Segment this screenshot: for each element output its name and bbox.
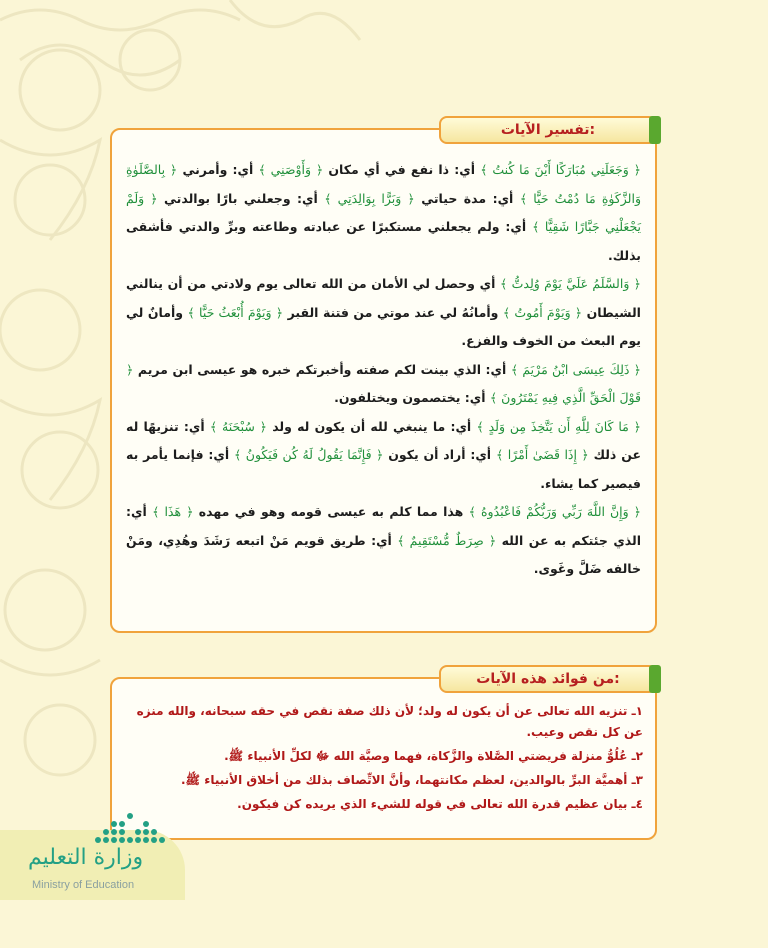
ayah: ﴿ بِالصَّلَوٰةِ وَالزَّكَوٰةِ مَا دُمْتُ حَيًّا ﴾ [126, 162, 641, 206]
tafsir-explanation: أي: وجعلني بارًا بوالدتي [157, 190, 325, 206]
ayah: ﴿ هَذَا ﴾ [152, 504, 194, 519]
ayah: ﴿ وَبَرًّا بِوَالِدَتِي ﴾ [324, 190, 415, 206]
ministry-dots-icon [88, 810, 178, 850]
tafsir-explanation: هذا مما كلم به عيسى قومه وهو في مهده [193, 504, 469, 519]
ayah: ﴿ وَلَمْ يَجْعَلْنِي جَبَّارًا شَقِيًّا ﴾ [126, 190, 641, 234]
benefits-title-tab [439, 665, 657, 693]
tafsir-explanation: أي: طريق قويم مَنْ اتبعه رَشَدَ وهُدِي، ومَنْ خالفه ضَلَّ وغَوى. [126, 532, 641, 576]
benefit-item: ٤ـ بيان عظيم قدرة الله تعالى في قوله للشيء الذي يريده كن فيكون. [237, 797, 643, 811]
tafsir-explanation: أي: ما ينبغي لله أن يكون له ولد [266, 418, 477, 434]
tafsir-title: تفسير الآيات: [500, 122, 596, 138]
logo-english-text: Ministry of Education [32, 879, 135, 891]
benefit-item: ١ـ تنزيه الله تعالى عن أن يكون له ولد؛ لأن ذلك صفة نقص في حقه سبحانه، والله منزه عن كل نقص وعيب. [136, 704, 643, 739]
tafsir-explanation: أي: يختصمون ويختلفون. [334, 390, 490, 405]
ayah: ﴿ فَإِنَّمَا يَقُولُ لَهُ كُن فَيَكُونُ ﴾ [233, 447, 384, 462]
tafsir-explanation: أي: ولم يجعلني مستكبرًا عن عبادته وطاعته وبرِّ والدتي فأشقى بذلك. [126, 219, 641, 263]
tafsir-title-tab [439, 116, 657, 144]
tafsir-explanation: أي وحصل لي الأمان من الله تعالى يوم ولادتي من أن ينالني الشيطان [126, 276, 641, 320]
ayah: ﴿ مَا كَانَ لِلَّهِ أَن يَتَّخِذَ مِن وَلَدٍ ﴾ [476, 418, 642, 434]
tafsir-explanation: أي: فإنما يأمر به فيصير كما يشاء. [126, 447, 641, 491]
tafsir-explanation: أي: الذي بينت لكم صفته وأخبرتكم خبره هو عيسى ابن مريم [133, 361, 511, 377]
title-accent-bar [649, 116, 661, 144]
tafsir-explanation: أي: ذا نفع في أي مكان [323, 162, 481, 177]
ayah: ﴿ ذَلِكَ عِيسَى ابْنُ مَرْيَمَ ﴾ [510, 361, 641, 377]
ayah: ﴿ وَإِنَّ اللَّهَ رَبِّي وَرَبُّكُمْ فَاعْبُدُوهُ ﴾ [468, 504, 641, 519]
tafsir-explanation: وأمانٌ لي يوم البعث من الخوف والفزع. [126, 304, 641, 348]
ayah: ﴿ وَيَوْمَ أَمُوتُ ﴾ [502, 304, 583, 320]
tafsir-explanation: أي: مدة حياتي [414, 190, 520, 206]
benefits-title: من فوائد هذه الآيات: [476, 671, 620, 687]
ayah: ﴿ وَالسَّلَمُ عَلَيَّ يَوْمَ وُلِدتُّ ﴾ [500, 276, 641, 291]
tafsir-explanation: أي: الذي جئتكم به عن الله [126, 504, 641, 548]
benefit-item: ٣ـ أهميَّة البرِّ بالوالدين، لعظم مكانتهما، وأنَّ الاتِّصاف بذلك من أخلاق الأنبياء ﷺ. [180, 773, 643, 787]
logo-arabic-text: وزارة التعليم [28, 845, 144, 870]
tafsir-explanation: أي: أراد أن يكون [383, 447, 496, 462]
tafsir-explanation: أي: تنزيهًا له عن ذلك [126, 418, 641, 462]
tafsir-explanation: أي: وأمرني [177, 162, 259, 177]
ayah: ﴿ صِرَطٌ مُّسْتَقِيمٌ ﴾ [397, 532, 497, 548]
ayah: ﴿ وَأَوْصَنِي ﴾ [258, 162, 324, 177]
title-accent-bar [649, 665, 661, 693]
tafsir-panel [110, 122, 657, 633]
ayah: ﴿ قَوْلَ الْحَقِّ الَّذِي فِيهِ يَمْتَرُونَ ﴾ [126, 361, 641, 405]
tafsir-text [126, 156, 641, 584]
ayah: ﴿ وَيَوْمَ أُبْعَثُ حَيًّا ﴾ [187, 304, 284, 320]
ayah: ﴿ إِذَا قَضَىٰ أَمْرًا ﴾ [495, 447, 589, 462]
ayah: ﴿ وَجَعَلَنِي مُبَارَكًا أَيْنَ مَا كُنتُ ﴾ [480, 162, 641, 177]
tafsir-explanation: وأمانُهُ لي عند موتي من فتنة القبر [283, 304, 503, 320]
benefit-item: ٢ـ عُلُوُّ منزلة فريضتي الصَّلاة والزَّكاة، فهما وصيَّة الله ﷻ لكلِّ الأنبياء ﷺ. [224, 749, 643, 763]
benefits-list [124, 701, 643, 818]
ministry-logo [0, 800, 200, 900]
ayah: ﴿ سُبْحَنَهُ ﴾ [209, 418, 267, 434]
